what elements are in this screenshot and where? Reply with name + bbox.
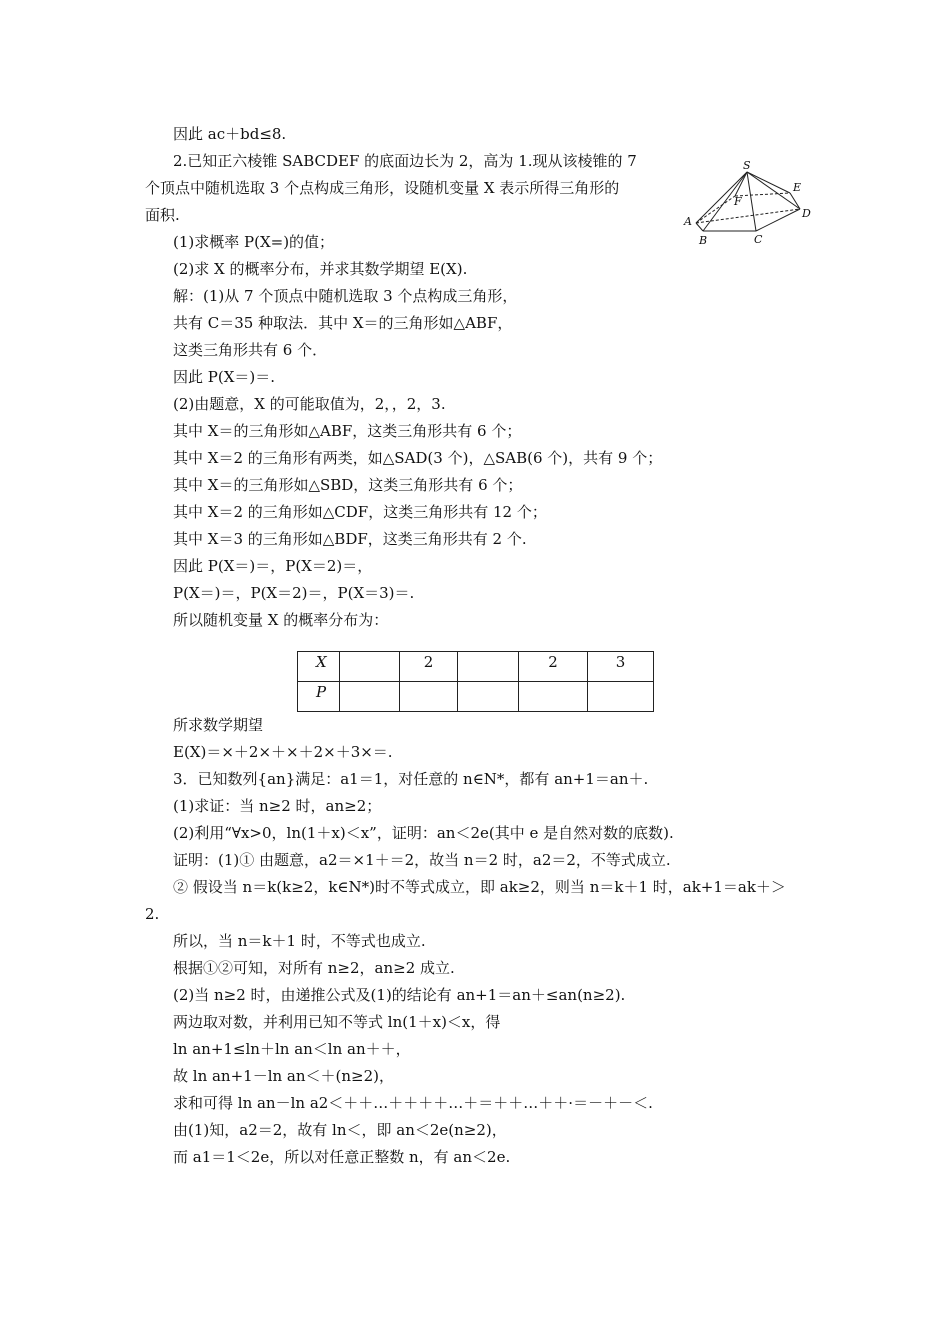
probability-distribution-table <box>297 651 654 712</box>
vertex-label: C <box>754 233 763 246</box>
solution-line: 所求数学期望 <box>173 716 264 734</box>
vertex-label: B <box>699 234 708 246</box>
table-header-x: X <box>298 652 340 682</box>
question-1: (1)求概率 P(X=)的值； <box>173 233 335 251</box>
problem-2-line-2: 个顶点中随机选取 3 个点构成三角形，设随机变量 X 表示所得三角形的 <box>145 179 620 197</box>
table-cell: 2 <box>400 652 458 682</box>
solution-line: 这类三角形共有 6 个． <box>173 341 328 359</box>
solution-line: P(X＝)＝，P(X＝2)＝，P(X＝3)＝. <box>173 584 415 602</box>
hexagonal-pyramid-figure <box>680 160 818 246</box>
table-header-p: P <box>298 682 340 712</box>
table-cell <box>340 652 400 682</box>
solution-line: 因此 P(X＝)＝. <box>173 368 276 386</box>
table-row <box>298 652 654 682</box>
solution-line: 其中 X＝的三角形如△ABF，这类三角形共有 6 个； <box>173 422 522 440</box>
solution-line: 因此 P(X＝)＝，P(X＝2)＝， <box>173 557 373 575</box>
proof-line: (2)当 n≥2 时，由递推公式及(1)的结论有 an+1＝an＋≤an(n≥2). <box>173 986 626 1004</box>
proof-line: 根据①②可知，对所有 n≥2，an≥2 成立. <box>173 959 455 977</box>
proof-line: 证明：(1)① 由题意，a2＝×1＋＝2，故当 n＝2 时，a2＝2，不等式成立. <box>173 851 671 869</box>
solution-line: 所以随机变量 X 的概率分布为： <box>173 611 389 629</box>
table-cell: 3 <box>588 652 654 682</box>
solution-line: 其中 X＝2 的三角形有两类，如△SAD(3 个)，△SAB(6 个)，共有 9 个； <box>173 449 663 467</box>
proof-line: ln an+1≤ln＋ln an＜ln an＋＋， <box>173 1040 411 1058</box>
solution-line: (2)由题意，X 的可能取值为，2，，2，3. <box>173 395 446 413</box>
question-1: (1)求证：当 n≥2 时，an≥2； <box>173 797 382 815</box>
solution-line: 共有 C＝35 种取法．其中 X＝的三角形如△ABF， <box>173 314 513 332</box>
solution-line: 解：(1)从 7 个顶点中随机选取 3 个点构成三角形， <box>173 287 518 305</box>
proof-line: 2. <box>145 905 160 923</box>
question-2: (2)求 X 的概率分布，并求其数学期望 E(X). <box>173 260 468 278</box>
table-cell <box>340 682 400 712</box>
proof-line: 两边取对数，并利用已知不等式 ln(1＋x)＜x，得 <box>173 1013 501 1031</box>
proof-line: 故 ln an+1－ln an＜＋(n≥2)， <box>173 1067 395 1085</box>
table-cell <box>458 682 519 712</box>
solution-line: 其中 X＝2 的三角形如△CDF，这类三角形共有 12 个； <box>173 503 547 521</box>
text-line: 因此 ac＋bd≤8. <box>173 125 287 143</box>
solution-line: E(X)＝×＋2×＋×＋2×＋3×＝. <box>173 743 393 761</box>
proof-line: ② 假设当 n＝k(k≥2，k∈N*)时不等式成立，即 ak≥2，则当 n＝k＋1 时，ak+1＝ak＋＞ <box>173 878 786 896</box>
problem-2-line-3: 面积. <box>145 206 180 224</box>
proof-line: 由(1)知，a2＝2，故有 ln＜，即 an＜2e(n≥2)， <box>173 1121 507 1139</box>
vertex-label: D <box>802 207 811 220</box>
proof-line: 而 a1＝1＜2e，所以对任意正整数 n，有 an＜2e. <box>173 1148 511 1166</box>
vertex-label: A <box>684 215 692 228</box>
table-cell <box>519 682 588 712</box>
table-cell <box>588 682 654 712</box>
proof-line: 求和可得 ln an－ln a2＜＋＋…＋＋＋＋…＋＝＋＋…＋＋·＝－＋－＜. <box>173 1094 653 1112</box>
table-cell: 2 <box>519 652 588 682</box>
table-row <box>298 682 654 712</box>
table-cell <box>400 682 458 712</box>
solution-line: 其中 X＝3 的三角形如△BDF，这类三角形共有 2 个. <box>173 530 527 548</box>
vertex-label: F <box>734 195 742 208</box>
problem-3-line: 3．已知数列{an}满足：a1＝1，对任意的 n∈N*，都有 an+1＝an＋. <box>173 770 649 788</box>
solution-line: 其中 X＝的三角形如△SBD，这类三角形共有 6 个； <box>173 476 523 494</box>
problem-2-line-1: 2.已知正六棱锥 SABCDEF 的底面边长为 2，高为 1.现从该棱锥的 7 <box>173 152 637 170</box>
table-cell <box>458 652 519 682</box>
proof-line: 所以，当 n＝k＋1 时，不等式也成立. <box>173 932 426 950</box>
question-2: (2)利用“∀x>0，ln(1＋x)＜x”，证明：an＜2e(其中 e 是自然对数的底数). <box>173 824 674 842</box>
vertex-label: E <box>793 181 802 194</box>
vertex-label: S <box>743 160 751 172</box>
